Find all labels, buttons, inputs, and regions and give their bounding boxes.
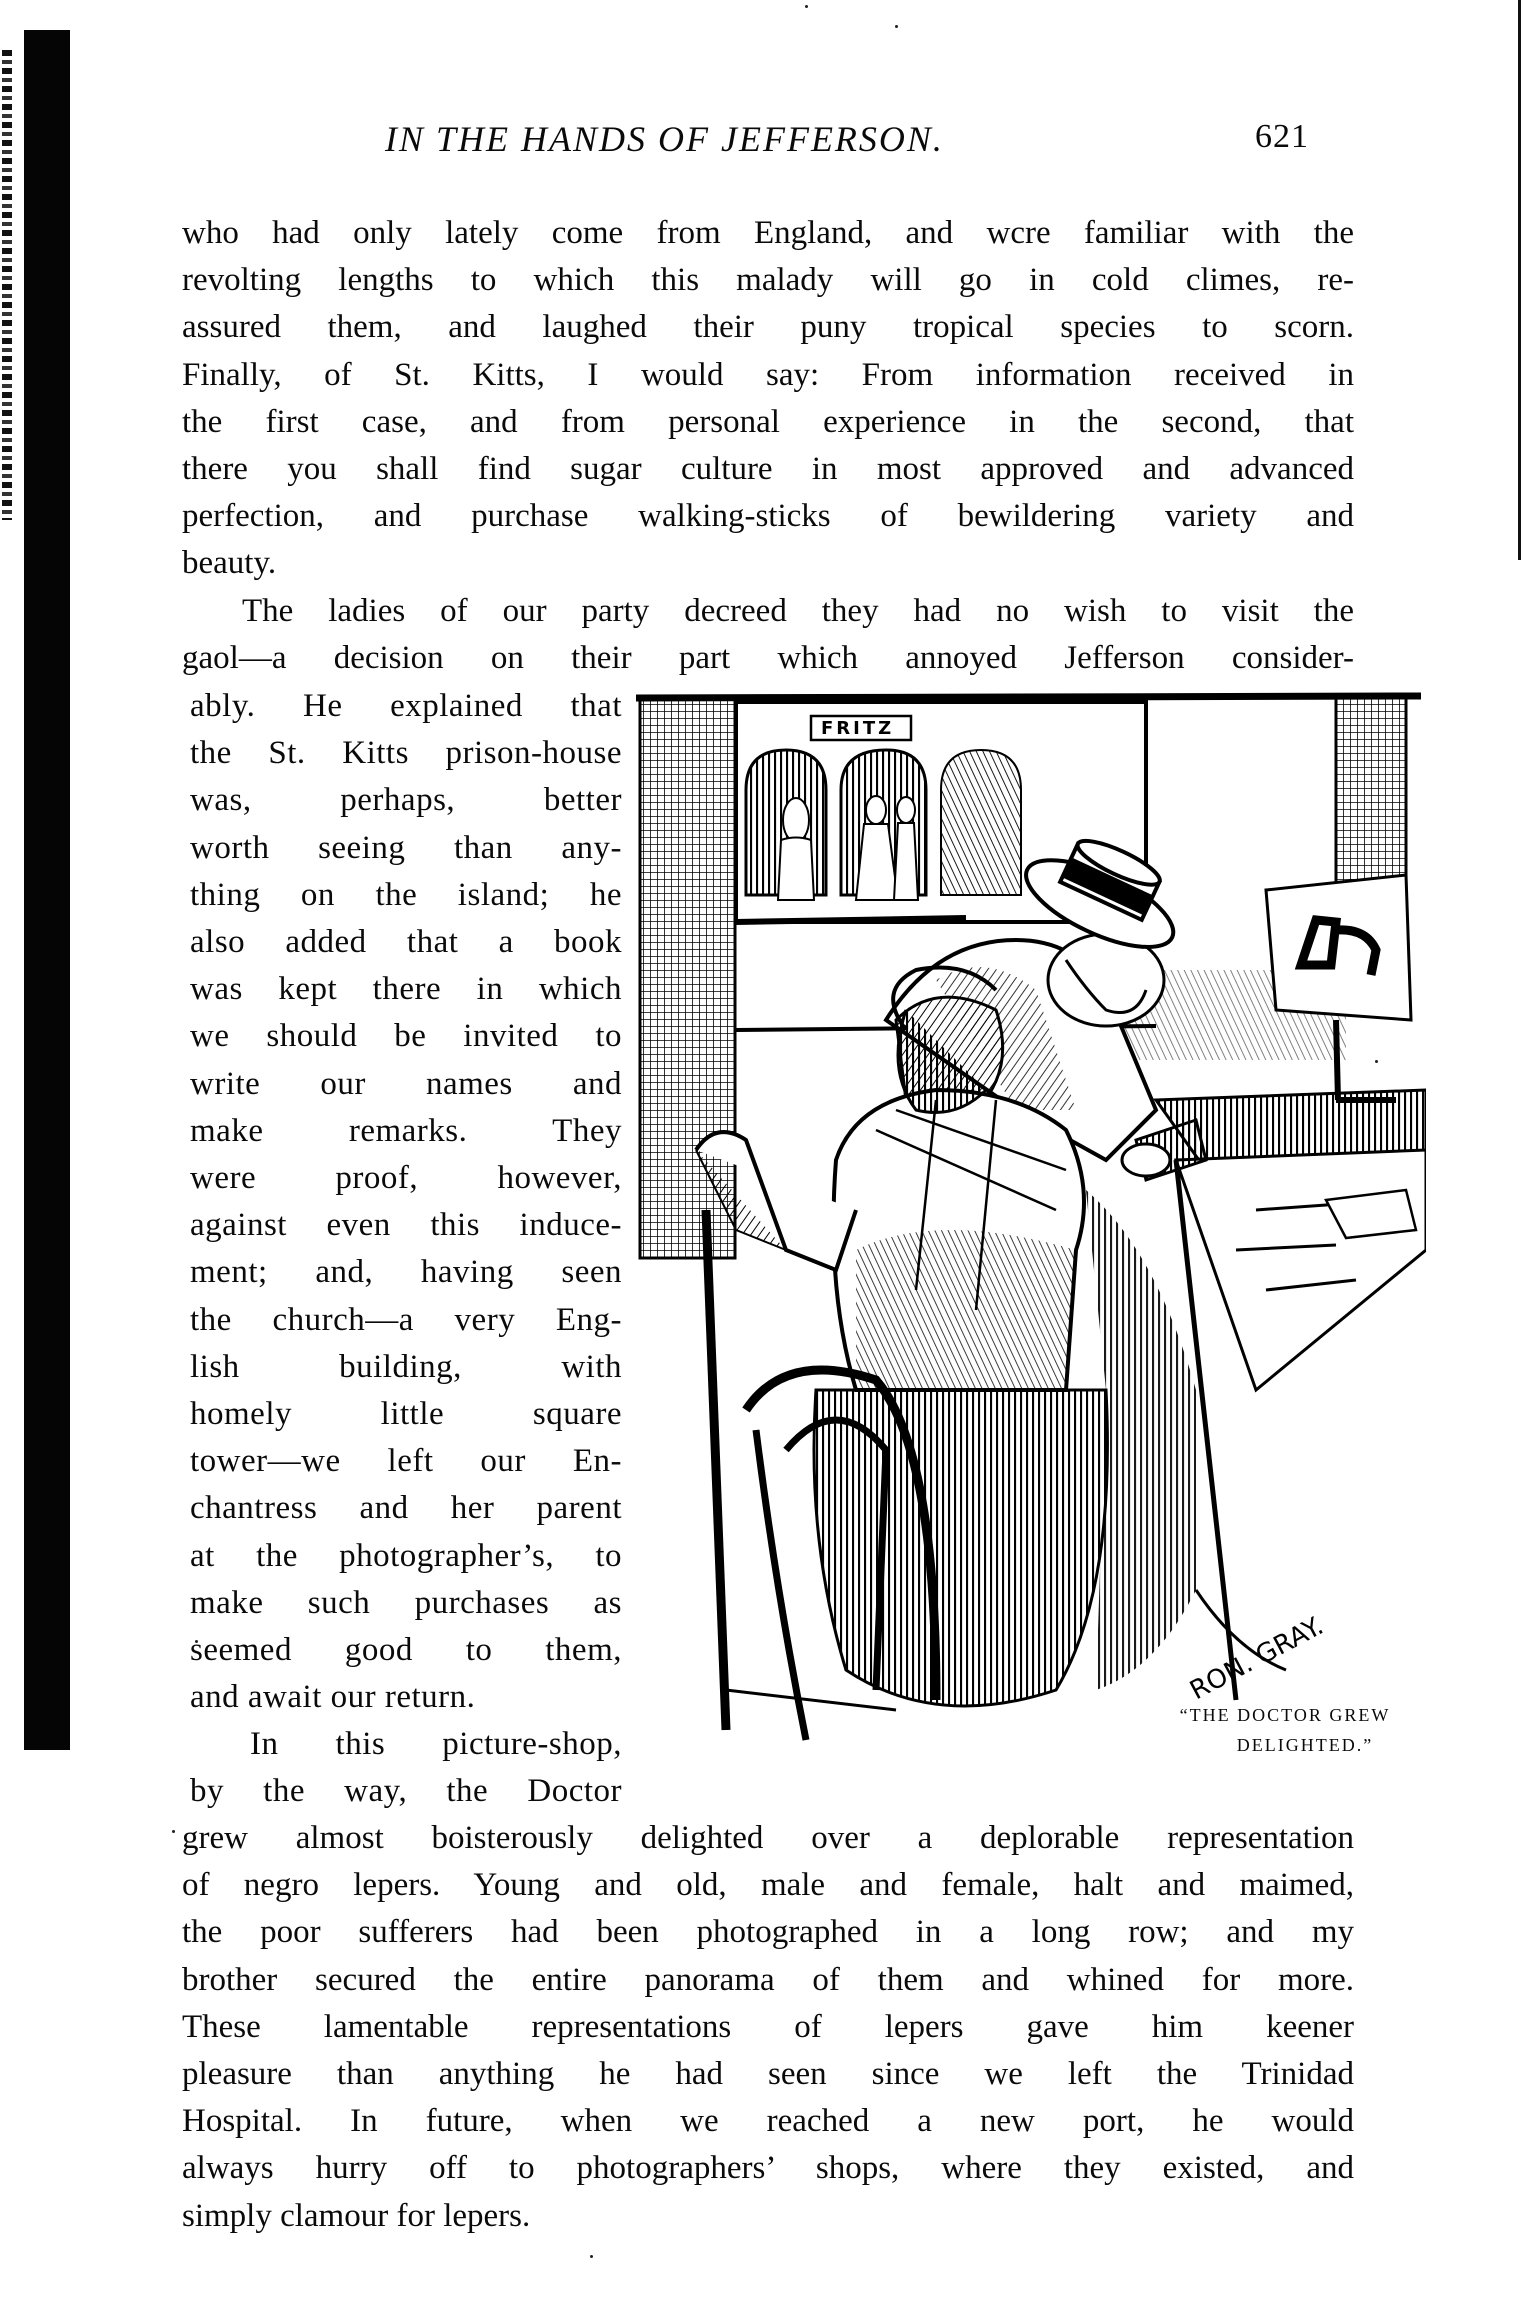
caption-line-2: DELIGHTED.” [1236, 1735, 1374, 1755]
illustration-caption [1150, 1700, 1420, 1760]
text-line: homely little square [190, 1396, 622, 1433]
shop-wall-left [640, 698, 735, 1258]
text-line: simply clamour for lepers. [182, 2197, 531, 2234]
text-line: brother secured the entire panorama of them and whined for more. [182, 1961, 1354, 1998]
page-right-edge [1518, 0, 1521, 560]
text-line: worth seeing than any- [190, 829, 622, 866]
text-line: we should be invited to [190, 1018, 622, 1055]
text-line: revolting lengths to which this malady will go in cold climes, re- [182, 262, 1354, 299]
text-line: pleasure than anything he had seen since we left the Trinidad [182, 2056, 1354, 2093]
text-line: was, perhaps, better [190, 782, 622, 819]
paragraph-3-full [182, 1815, 1354, 2240]
text-line: tower—we left our En- [190, 1443, 622, 1480]
text-line: write our names and [190, 1065, 622, 1102]
text-line: the poor sufferers had been photographed in a long row; and my [182, 1914, 1354, 1951]
text-line: Hospital. In future, when we reached a new port, he would [182, 2103, 1354, 2140]
text-line: seemed good to them, [190, 1632, 622, 1669]
text-line: chantress and her parent [190, 1490, 622, 1527]
scan-speck [805, 5, 808, 8]
book-binding-shadow [24, 30, 70, 1750]
paragraph-2-column [190, 683, 622, 1721]
shop-sign-text: FRITZ [821, 718, 895, 739]
text-line: In this picture-shop, [250, 1726, 622, 1762]
text-line: was kept there in which [190, 971, 622, 1008]
text-line: ment; and, having seen [190, 1254, 622, 1291]
text-line: always hurry off to photographers’ shops, where they existed, and [182, 2150, 1354, 2187]
illustration-doctor-grew-delighted [636, 690, 1426, 1770]
text-line: there you shall find sugar culture in most approved and advanced [182, 451, 1354, 488]
text-line: beauty. [182, 545, 277, 582]
text-line: who had only lately come from England, and wcre familiar with the [182, 215, 1354, 251]
text-line: perfection, and purchase walking-sticks of bewildering variety and [182, 498, 1354, 535]
text-line: the St. Kitts prison-house [190, 735, 622, 772]
binding-edge-texture [2, 50, 12, 520]
artist-signature: RON. GRAY. [1185, 1610, 1329, 1707]
paragraph-2-full [182, 588, 1354, 682]
text-line: thing on the island; he [190, 876, 622, 913]
text-line: and await our return. [190, 1679, 476, 1716]
text-line: the first case, and from personal experience in the second, that [182, 403, 1354, 440]
running-head: IN THE HANDS OF JEFFERSON. [385, 119, 944, 159]
price-card [1266, 875, 1411, 1100]
text-line: against even this induce- [190, 1207, 622, 1244]
text-line: also added that a book [190, 924, 622, 961]
scan-speck [172, 1830, 175, 1833]
page-number: 621 [1255, 118, 1309, 155]
text-line: were proof, however, [190, 1160, 622, 1197]
text-line: assured them, and laughed their puny tropical species to scorn. [182, 309, 1354, 346]
scan-speck [590, 2255, 593, 2258]
text-line: grew almost boisterously delighted over a deplorable representation [182, 1820, 1354, 1856]
text-line: Finally, of St. Kitts, I would say: From information received in [182, 356, 1354, 393]
text-line: The ladies of our party decreed they had no wish to visit the [242, 593, 1354, 629]
caption-line-1: “THE DOCTOR GREW [1179, 1705, 1391, 1725]
paragraph-3-column [190, 1721, 622, 1815]
text-line: make such purchases as [190, 1584, 622, 1621]
text-line: lish building, with [190, 1348, 622, 1385]
scan-speck [895, 25, 898, 28]
shop-counter [1156, 1090, 1426, 1700]
text-line: gaol—a decision on their part which annoyed Jefferson consider- [182, 640, 1354, 677]
text-line: These lamentable representations of lepers gave him keener [182, 2008, 1354, 2045]
text-line: by the way, the Doctor [190, 1773, 622, 1810]
paragraph-1 [182, 210, 1354, 588]
text-line: at the photographer’s, to [190, 1537, 622, 1574]
text-line: the church—a very Eng- [190, 1301, 622, 1338]
text-line: of negro lepers. Young and old, male and female, halt and maimed, [182, 1867, 1354, 1904]
text-line: make remarks. They [190, 1112, 622, 1149]
text-line: ably. He explained that [190, 688, 622, 724]
